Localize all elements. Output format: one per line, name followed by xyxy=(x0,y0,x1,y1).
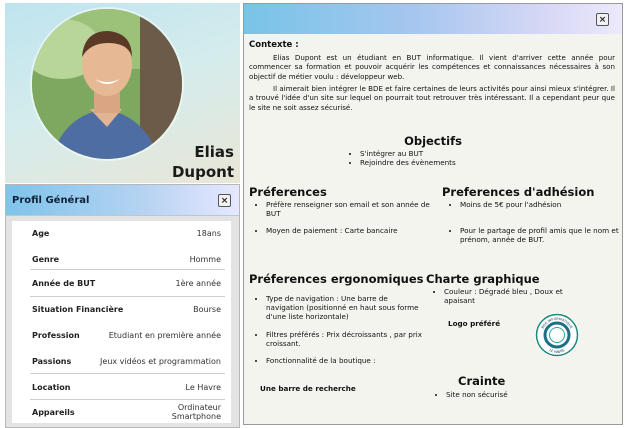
panel-title: Profil Général xyxy=(12,194,90,206)
context-paragraph-1: Elias Dupont est un étudiant en BUT informatique. Il vient d'arriver cette année pour commencer sa formation et pouvoir acquérir les compétences et connaissances nécessaires à son objectif de métier voulu : développeur web. xyxy=(249,53,615,81)
row-passions xyxy=(12,351,231,371)
ergonomics-item: • Fonctionnalité de la boutique : xyxy=(266,356,426,365)
row-value: Jeux vidéos et programmation xyxy=(100,356,221,366)
persona-details-panel xyxy=(243,3,623,425)
profile-rows xyxy=(12,221,231,423)
close-button[interactable]: × xyxy=(218,194,231,207)
context-title: Contexte : xyxy=(249,40,299,50)
row-value: Bourse xyxy=(193,304,221,314)
row-value xyxy=(172,403,221,421)
row-label: Age xyxy=(32,228,50,238)
objective-item: • Rejoindre des évènements xyxy=(360,158,530,167)
row-label: Appareils xyxy=(32,407,75,417)
context-paragraph-2: Il aimerait bien intégrer le BDE et faire certaines de leurs activités pour ainsi mieux s'intégrer. Il a trouvé l'idée d'un site sur lequel on pourrait tout retrouver très intéressant. Il a cependant peur que le site ne soit assez sécurisé. xyxy=(249,84,615,112)
row-label: Année de BUT xyxy=(32,278,96,288)
membership-item: • Moins de 5€ pour l'adhésion xyxy=(460,200,626,209)
row-label: Passions xyxy=(32,356,72,366)
device-computer: Ordinateur xyxy=(177,403,221,412)
row-financial xyxy=(12,299,231,319)
device-smartphone: Smartphone xyxy=(171,412,221,421)
row-value: Homme xyxy=(189,254,221,264)
row-value: Le Havre xyxy=(185,382,221,392)
row-value: 1ère année xyxy=(175,278,221,288)
membership-title: Preferences d'adhésion xyxy=(442,185,595,199)
close-button[interactable]: × xyxy=(596,13,609,26)
divider xyxy=(30,399,225,400)
row-label: Location xyxy=(32,382,71,392)
preferences-list xyxy=(254,200,436,244)
avatar-image xyxy=(32,9,182,159)
divider xyxy=(30,373,225,374)
logo-label: Logo préféré xyxy=(448,319,501,328)
row-value: Etudiant en première année xyxy=(108,330,221,340)
row-but-year xyxy=(12,273,231,293)
membership-list xyxy=(448,200,626,253)
search-bar-preference: Une barre de recherche xyxy=(260,384,356,393)
row-gender xyxy=(12,249,231,269)
ergonomics-item: • Filtres préférés : Prix décroissants , par prix croissant. xyxy=(266,330,426,348)
branding-list xyxy=(432,287,594,313)
bde-logo-icon xyxy=(534,312,580,358)
divider xyxy=(30,269,225,270)
ergonomics-list xyxy=(254,294,426,365)
preference-item: • Moyen de paiement : Carte bancaire xyxy=(266,226,436,235)
row-label: Profession xyxy=(32,330,80,340)
row-label: Genre xyxy=(32,254,60,264)
profile-column xyxy=(5,3,240,426)
avatar xyxy=(32,9,182,159)
row-devices xyxy=(12,401,231,423)
preference-item: • Préfère renseigner son email et son année de BUT xyxy=(266,200,436,218)
general-profile-header xyxy=(6,185,239,216)
first-name: Elias xyxy=(194,143,234,161)
row-location xyxy=(12,377,231,397)
divider xyxy=(30,296,225,297)
preferences-title: Préferences xyxy=(249,185,327,199)
row-value: 18ans xyxy=(196,228,221,238)
logo-bottom-text: LE HAVRE xyxy=(548,348,566,355)
objectives-list xyxy=(348,149,530,167)
constraint-title: Crainte xyxy=(458,374,506,388)
details-header xyxy=(244,4,622,34)
constraint-item: • Site non sécurisé xyxy=(446,390,596,399)
objective-item: • S'intégrer au BUT xyxy=(360,149,530,158)
row-age xyxy=(12,223,231,243)
person-name xyxy=(172,142,234,182)
logo-top-text: BDE INFORMATIQUE xyxy=(540,316,574,330)
row-label: Situation Financière xyxy=(32,304,124,314)
objectives-title: Objectifs xyxy=(404,134,462,148)
last-name: Dupont xyxy=(171,163,234,181)
membership-item: • Pour le partage de profil amis que le nom et prénom, année de BUT. xyxy=(460,226,626,244)
branding-title: Charte graphique xyxy=(426,272,540,286)
photo-card xyxy=(5,3,240,183)
branding-item: • Couleur : Dégradé bleu , Doux et apaisant xyxy=(444,287,594,305)
ergonomics-item: • Type de navigation : Une barre de navigation (positionné en haut sous forme d'une liste horizontale) xyxy=(266,294,426,322)
row-profession xyxy=(12,325,231,345)
ergonomics-title: Préferences ergonomiques xyxy=(249,272,424,286)
constraint-list xyxy=(434,390,596,399)
general-profile-panel xyxy=(5,184,240,428)
